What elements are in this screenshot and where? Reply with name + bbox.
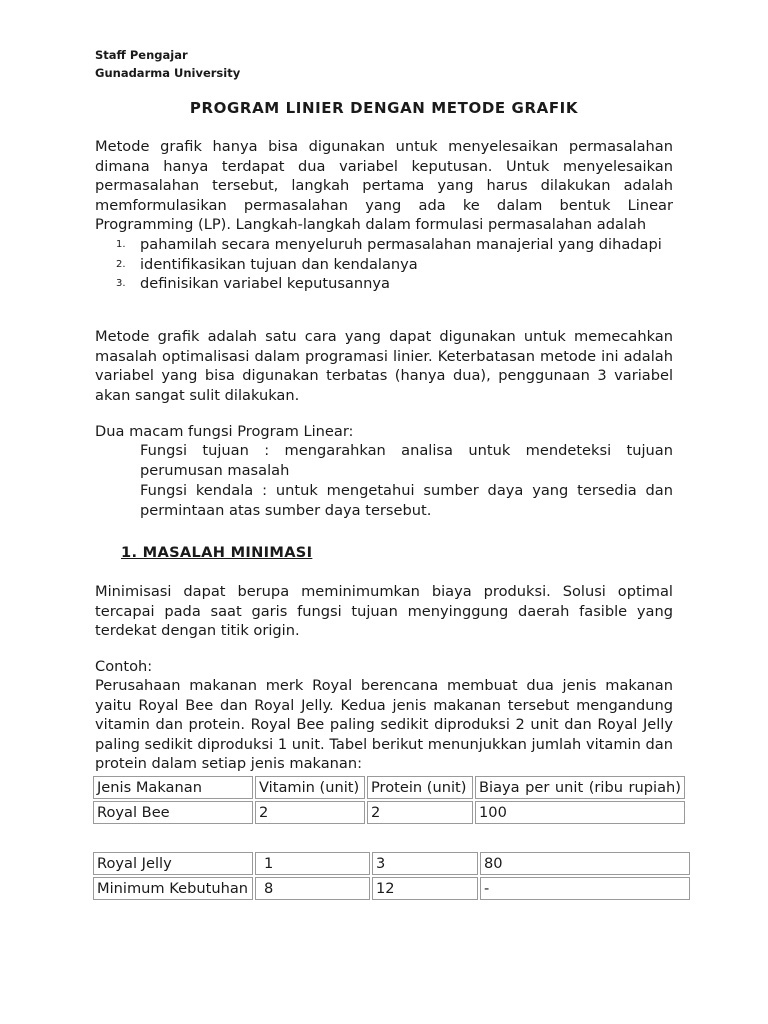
example-label: Contoh: <box>95 658 153 675</box>
method-paragraph: Metode grafik adalah satu cara yang dapat digunakan untuk memecahkan masalah optimalisasi dalam programasi linier. Keterbatasan metode ini adalah variabel yang bisa digunakan terbatas (hanya dua), penggunaan 3 variabel akan sangat sulit dilakukan. <box>95 328 673 404</box>
table-cell: Minimum Kebutuhan <box>93 877 253 900</box>
table-row <box>93 852 690 875</box>
header-cell: Protein (unit) <box>367 776 473 799</box>
function-objective: Fungsi tujuan : mengarahkan analisa untuk mendeteksi tujuan perumusan masalah <box>140 442 673 479</box>
list-item <box>116 235 678 255</box>
list-number: 3. <box>116 278 126 290</box>
list-number: 2. <box>116 258 126 270</box>
document-header <box>95 46 240 82</box>
nutrition-table-bottom <box>91 850 692 902</box>
list-item <box>116 274 678 294</box>
table-cell: 12 <box>372 877 478 900</box>
list-item <box>116 255 678 275</box>
table-cell: 2 <box>255 801 365 824</box>
table-cell: Royal Bee <box>93 801 253 824</box>
table-cell: 3 <box>372 852 478 875</box>
list-number: 1. <box>116 239 126 250</box>
table-cell: 8 <box>255 877 370 900</box>
header-cell: Vitamin (unit) <box>255 776 365 799</box>
steps-list <box>116 235 678 294</box>
table-header-row <box>93 776 685 799</box>
table-cell: 2 <box>367 801 473 824</box>
table-row <box>93 877 690 900</box>
header-staff: Staff Pengajar <box>95 48 188 62</box>
page-title: PROGRAM LINIER DENGAN METODE GRAFIK <box>189 99 579 117</box>
table-cell: 1 <box>255 852 370 875</box>
list-text: identifikasikan tujuan dan kendalanya <box>140 255 418 273</box>
section-heading: 1. MASALAH MINIMASI <box>121 544 313 561</box>
list-text: definisikan variabel keputusannya <box>140 275 390 293</box>
functions-intro: Dua macam fungsi Program Linear: <box>95 423 354 440</box>
nutrition-table-top <box>91 774 687 826</box>
list-text: pahamilah secara menyeluruh permasalahan manajerial yang dihadapi <box>140 236 662 253</box>
function-constraint: Fungsi kendala : untuk mengetahui sumber daya yang tersedia dan permintaan atas sumber daya tersebut. <box>140 482 673 519</box>
minimization-paragraph: Minimisasi dapat berupa meminimumkan biaya produksi. Solusi optimal tercapai pada saat garis fungsi tujuan menyinggung daerah fasible yang terdekat dengan titik origin. <box>95 583 673 640</box>
header-cell: Jenis Makanan <box>93 776 253 799</box>
table-row <box>93 801 685 824</box>
header-cell: Biaya per unit (ribu rupiah) <box>475 776 685 799</box>
table-cell: - <box>480 877 690 900</box>
table-cell: 80 <box>480 852 690 875</box>
header-university: Gunadarma University <box>95 66 241 80</box>
example-paragraph: Perusahaan makanan merk Royal berencana membuat dua jenis makanan yaitu Royal Bee dan Royal Jelly. Kedua jenis makanan tersebut mengandung vitamin dan protein. Royal Bee paling sedikit diproduksi 2 unit dan Royal Jelly paling sedikit diproduksi 1 unit. Tabel berikut menunjukkan jumlah vitamin dan protein dalam setiap jenis makanan: <box>95 677 673 773</box>
table-cell: 100 <box>475 801 685 824</box>
table-cell: Royal Jelly <box>93 852 253 875</box>
intro-paragraph: Metode grafik hanya bisa digunakan untuk menyelesaikan permasalahan dimana hanya terdapat dua variabel keputusan. Untuk menyelesaikan permasalahan tersebut, langkah pertama yang harus dilakukan adalah memformulasikan permasalahan yang ada ke dalam bentuk Linear Programming (LP). Langkah-langkah dalam formulasi permasalahan adalah <box>95 138 673 234</box>
